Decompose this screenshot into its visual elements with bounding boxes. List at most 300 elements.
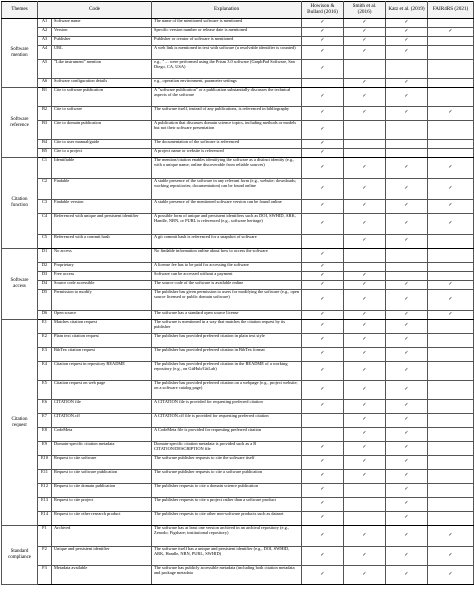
howison-check-cell	[302, 79, 344, 88]
coding-scheme-table	[1, 1, 474, 585]
fair4rs-check-cell	[428, 249, 474, 263]
checkmark-icon: ✓	[320, 351, 325, 357]
code-id-cell: A4	[38, 46, 52, 60]
code-id-cell: D3	[38, 272, 52, 281]
code-id-cell: B5	[38, 149, 52, 158]
katz-check-cell	[386, 263, 428, 272]
code-id-cell: E2	[38, 334, 52, 348]
fair4rs-check-cell	[428, 235, 474, 249]
checkmark-icon: ✓	[404, 386, 409, 392]
checkmark-icon: ✓	[362, 337, 367, 343]
table-row	[2, 249, 474, 263]
katz-check-cell	[386, 290, 428, 311]
code-id-cell: B4	[38, 140, 52, 149]
smith-check-cell	[344, 334, 386, 348]
code-name-cell: Request to cite software publication	[52, 470, 152, 484]
code-id-cell: D2	[38, 263, 52, 272]
checkmark-icon: ✓	[320, 323, 325, 329]
table-row	[2, 235, 474, 249]
checkmark-icon: ✓	[404, 431, 409, 437]
explanation-cell: The publisher has given permission to users for modifying the software (e.g., open source licensed or public domain software)	[152, 290, 302, 311]
katz-check-cell	[386, 470, 428, 484]
table-row	[2, 362, 474, 381]
explanation-cell: A possible form of unique and persistent identifiers such as DOI, SWHID, ARK, Handle, NBN, or PURL is referenced (e.g., software heritage)	[152, 214, 302, 235]
table-row	[2, 107, 474, 121]
checkmark-icon: ✓	[362, 323, 367, 329]
howison-check-cell	[302, 121, 344, 140]
smith-check-cell	[344, 442, 386, 456]
katz-check-cell	[386, 400, 428, 414]
katz-check-cell	[386, 512, 428, 526]
howison-check-cell	[302, 484, 344, 498]
table-row	[2, 348, 474, 362]
katz-check-cell	[386, 566, 428, 585]
fair4rs-check-cell	[428, 263, 474, 272]
code-id-cell: C2	[38, 179, 52, 200]
fair4rs-check-cell	[428, 400, 474, 414]
table-row	[2, 272, 474, 281]
katz-check-cell	[386, 272, 428, 281]
howison-check-cell	[302, 381, 344, 400]
code-name-cell: Matches citation request	[52, 320, 152, 334]
fair4rs-check-cell	[428, 121, 474, 140]
checkmark-icon: ✓	[320, 571, 325, 577]
code-id-cell: E1	[38, 320, 52, 334]
code-name-cell: URL	[52, 46, 152, 60]
howison-check-cell	[302, 311, 344, 320]
explanation-cell: A CodeMeta file is provided for requesting preferred citation	[152, 428, 302, 442]
header-smith: Smith et al. (2016)	[344, 2, 386, 19]
katz-check-cell	[386, 498, 428, 512]
checkmark-icon: ✓	[362, 367, 367, 373]
checkmark-icon: ✓	[448, 203, 453, 209]
table-row	[2, 281, 474, 290]
checkmark-icon: ✓	[404, 403, 409, 409]
checkmark-icon: ✓	[404, 93, 409, 99]
table-row	[2, 37, 474, 46]
howison-check-cell	[302, 88, 344, 107]
checkmark-icon: ✓	[404, 445, 409, 451]
checkmark-icon: ✓	[404, 351, 409, 357]
howison-check-cell	[302, 200, 344, 214]
howison-check-cell	[302, 566, 344, 585]
checkmark-icon: ✓	[448, 552, 453, 558]
code-id-cell: E5	[38, 381, 52, 400]
table-row	[2, 320, 474, 334]
checkmark-icon: ✓	[320, 337, 325, 343]
document-page	[1, 1, 473, 585]
howison-check-cell	[302, 140, 344, 149]
checkmark-icon: ✓	[404, 238, 409, 244]
explanation-cell: A stable presence of the mentioned software version can be found online	[152, 200, 302, 214]
checkmark-icon: ✓	[362, 445, 367, 451]
explanation-cell: The publisher has provided preferred citation in BibTex format	[152, 348, 302, 362]
theme-cell: Software access	[2, 249, 38, 320]
smith-check-cell	[344, 428, 386, 442]
code-id-cell: E12	[38, 484, 52, 498]
code-name-cell: Proprietary	[52, 263, 152, 272]
explanation-cell: A stable presence of the software in any relevant form (e.g., website; downloads; working repositories; documentation) can be found online	[152, 179, 302, 200]
table-row	[2, 263, 474, 272]
table-row	[2, 498, 474, 512]
checkmark-icon: ✓	[320, 93, 325, 99]
checkmark-icon: ✓	[404, 28, 409, 34]
explanation-cell: The software has a standard open source license	[152, 311, 302, 320]
checkmark-icon: ✓	[448, 185, 453, 191]
code-id-cell: D1	[38, 249, 52, 263]
checkmark-icon: ✓	[362, 532, 367, 538]
code-id-cell: E13	[38, 498, 52, 512]
code-id-cell: E6	[38, 400, 52, 414]
fair4rs-check-cell	[428, 362, 474, 381]
katz-check-cell	[386, 456, 428, 470]
checkmark-icon: ✓	[448, 296, 453, 302]
smith-check-cell	[344, 140, 386, 149]
code-id-cell: E11	[38, 470, 52, 484]
table-row	[2, 381, 474, 400]
checkmark-icon: ✓	[362, 552, 367, 558]
checkmark-icon: ✓	[404, 487, 409, 493]
katz-check-cell	[386, 320, 428, 334]
smith-check-cell	[344, 88, 386, 107]
checkmark-icon: ✓	[362, 386, 367, 392]
howison-check-cell	[302, 547, 344, 566]
howison-check-cell	[302, 149, 344, 158]
explanation-cell: No findable information online about how to access the software	[152, 249, 302, 263]
checkmark-icon: ✓	[404, 571, 409, 577]
katz-check-cell	[386, 334, 428, 348]
explanation-cell: The source code of the software is available online	[152, 281, 302, 290]
checkmark-icon: ✓	[448, 164, 453, 170]
katz-check-cell	[386, 200, 428, 214]
fair4rs-check-cell	[428, 428, 474, 442]
smith-check-cell	[344, 470, 386, 484]
code-id-cell: D4	[38, 281, 52, 290]
table-row	[2, 149, 474, 158]
howison-check-cell	[302, 37, 344, 46]
table-row	[2, 428, 474, 442]
howison-check-cell	[302, 362, 344, 381]
explanation-cell: The publisher has provided preferred citation in plain text style	[152, 334, 302, 348]
smith-check-cell	[344, 37, 386, 46]
smith-check-cell	[344, 200, 386, 214]
smith-check-cell	[344, 149, 386, 158]
howison-check-cell	[302, 281, 344, 290]
code-id-cell: D5	[38, 290, 52, 311]
smith-check-cell	[344, 263, 386, 272]
katz-check-cell	[386, 46, 428, 60]
checkmark-icon: ✓	[404, 296, 409, 302]
header-katz: Katz et al. (2019)	[386, 2, 428, 19]
howison-check-cell	[302, 46, 344, 60]
katz-check-cell	[386, 107, 428, 121]
smith-check-cell	[344, 290, 386, 311]
explanation-cell: e.g., operation environment, parameter settings	[152, 79, 302, 88]
checkmark-icon: ✓	[404, 185, 409, 191]
smith-check-cell	[344, 512, 386, 526]
katz-check-cell	[386, 547, 428, 566]
code-name-cell: Permission to modify	[52, 290, 152, 311]
checkmark-icon: ✓	[404, 552, 409, 558]
code-id-cell: A6	[38, 79, 52, 88]
explanation-cell: Publisher or creator of software is mentioned	[152, 37, 302, 46]
table-body	[2, 19, 474, 585]
code-id-cell: E7	[38, 414, 52, 428]
table-row	[2, 179, 474, 200]
checkmark-icon: ✓	[320, 367, 325, 373]
checkmark-icon: ✓	[320, 296, 325, 302]
smith-check-cell	[344, 121, 386, 140]
fair4rs-check-cell	[428, 290, 474, 311]
checkmark-icon: ✓	[362, 351, 367, 357]
smith-check-cell	[344, 158, 386, 179]
code-id-cell: A2	[38, 28, 52, 37]
katz-check-cell	[386, 526, 428, 547]
howison-check-cell	[302, 512, 344, 526]
table-row	[2, 121, 474, 140]
checkmark-icon: ✓	[320, 532, 325, 538]
checkmark-icon: ✓	[448, 220, 453, 226]
checkmark-icon: ✓	[448, 110, 453, 116]
table-row	[2, 512, 474, 526]
header-themes: Themes	[2, 2, 38, 19]
code-name-cell: Request to cite software	[52, 456, 152, 470]
smith-check-cell	[344, 400, 386, 414]
explanation-cell: The software itself, instead of any publications, is referenced in bibliography	[152, 107, 302, 121]
howison-check-cell	[302, 272, 344, 281]
checkmark-icon: ✓	[320, 49, 325, 55]
code-name-cell: Cite to software	[52, 107, 152, 121]
checkmark-icon: ✓	[362, 311, 367, 317]
code-id-cell: E10	[38, 456, 52, 470]
checkmark-icon: ✓	[362, 93, 367, 99]
code-name-cell: Referenced with a commit hash	[52, 235, 152, 249]
checkmark-icon: ✓	[404, 515, 409, 521]
checkmark-icon: ✓	[362, 571, 367, 577]
katz-check-cell	[386, 281, 428, 290]
katz-check-cell	[386, 414, 428, 428]
code-id-cell: F3	[38, 566, 52, 585]
table-row	[2, 214, 474, 235]
explanation-cell: The software itself has a unique and persistent identifier (e.g., DOI, SWHID, ARK, Handle, NBN, PURL, SWHID)	[152, 547, 302, 566]
table-row	[2, 414, 474, 428]
katz-check-cell	[386, 362, 428, 381]
table-row	[2, 547, 474, 566]
table-row	[2, 456, 474, 470]
explanation-cell: The publisher requests to cite a domain science publication	[152, 484, 302, 498]
fair4rs-check-cell	[428, 19, 474, 28]
smith-check-cell	[344, 19, 386, 28]
howison-check-cell	[302, 158, 344, 179]
theme-cell: Software mention	[2, 19, 38, 88]
katz-check-cell	[386, 442, 428, 456]
code-id-cell: B2	[38, 107, 52, 121]
fair4rs-check-cell	[428, 179, 474, 200]
katz-check-cell	[386, 158, 428, 179]
explanation-cell: Software can be accessed without a payment	[152, 272, 302, 281]
explanation-cell: A CITATION file is provided for requesting preferred citation	[152, 400, 302, 414]
smith-check-cell	[344, 414, 386, 428]
table-row	[2, 46, 474, 60]
code-name-cell: Software name	[52, 19, 152, 28]
explanation-cell: Domain-specific citation metadata is provided such as a R CITATION/DESCRIPTION file	[152, 442, 302, 456]
code-name-cell: Citation request on web page	[52, 381, 152, 400]
howison-check-cell	[302, 60, 344, 79]
checkmark-icon: ✓	[320, 252, 325, 258]
explanation-cell: The software has at least one version archived in an archival repository (e.g., Zenodo; Figshare; institutional repository)	[152, 526, 302, 547]
code-id-cell: A1	[38, 19, 52, 28]
howison-check-cell	[302, 249, 344, 263]
code-name-cell: Unique and persistent identifier	[52, 547, 152, 566]
howison-check-cell	[302, 470, 344, 484]
checkmark-icon: ✓	[320, 185, 325, 191]
fair4rs-check-cell	[428, 140, 474, 149]
table-header-row	[2, 2, 474, 19]
smith-check-cell	[344, 456, 386, 470]
explanation-cell: A project name or website is referenced	[152, 149, 302, 158]
smith-check-cell	[344, 235, 386, 249]
smith-check-cell	[344, 107, 386, 121]
fair4rs-check-cell	[428, 484, 474, 498]
howison-check-cell	[302, 19, 344, 28]
code-id-cell: B3	[38, 121, 52, 140]
checkmark-icon: ✓	[404, 337, 409, 343]
smith-check-cell	[344, 281, 386, 290]
code-id-cell: A3	[38, 37, 52, 46]
checkmark-icon: ✓	[362, 28, 367, 34]
howison-check-cell	[302, 28, 344, 37]
code-id-cell: F2	[38, 547, 52, 566]
header-code: Code	[38, 2, 152, 19]
fair4rs-check-cell	[428, 149, 474, 158]
checkmark-icon: ✓	[448, 571, 453, 577]
code-name-cell: No access	[52, 249, 152, 263]
code-id-cell: B1	[38, 88, 52, 107]
katz-check-cell	[386, 348, 428, 362]
header-howison: Howison & Bullard (2016)	[302, 2, 344, 19]
code-name-cell: Cite to user manual/guide	[52, 140, 152, 149]
checkmark-icon: ✓	[320, 28, 325, 34]
katz-check-cell	[386, 121, 428, 140]
katz-check-cell	[386, 28, 428, 37]
checkmark-icon: ✓	[404, 311, 409, 317]
checkmark-icon: ✓	[320, 203, 325, 209]
fair4rs-check-cell	[428, 311, 474, 320]
howison-check-cell	[302, 263, 344, 272]
explanation-cell: The documentation of the software is referenced	[152, 140, 302, 149]
explanation-cell: The publisher requests to cite other non-software products such as dataset	[152, 512, 302, 526]
code-name-cell: Citation request in repository README	[52, 362, 152, 381]
fair4rs-check-cell	[428, 381, 474, 400]
checkmark-icon: ✓	[362, 431, 367, 437]
katz-check-cell	[386, 60, 428, 79]
explanation-cell: A publication that discusses domain science topics, including methods or models but not their software presentation	[152, 121, 302, 140]
code-id-cell: E3	[38, 348, 52, 362]
fair4rs-check-cell	[428, 46, 474, 60]
checkmark-icon: ✓	[448, 281, 453, 287]
checkmark-icon: ✓	[320, 445, 325, 451]
explanation-cell: A CITATION.cff file is provided for requesting preferred citation	[152, 414, 302, 428]
checkmark-icon: ✓	[320, 552, 325, 558]
smith-check-cell	[344, 28, 386, 37]
katz-check-cell	[386, 88, 428, 107]
table-row	[2, 334, 474, 348]
checkmark-icon: ✓	[362, 110, 367, 116]
table-row	[2, 60, 474, 79]
checkmark-icon: ✓	[320, 220, 325, 226]
smith-check-cell	[344, 311, 386, 320]
code-name-cell: Request to cite other research product	[52, 512, 152, 526]
checkmark-icon: ✓	[404, 281, 409, 287]
fair4rs-check-cell	[428, 37, 474, 46]
smith-check-cell	[344, 60, 386, 79]
code-id-cell: E14	[38, 512, 52, 526]
smith-check-cell	[344, 484, 386, 498]
checkmark-icon: ✓	[404, 19, 409, 25]
checkmark-icon: ✓	[404, 532, 409, 538]
howison-check-cell	[302, 320, 344, 334]
code-name-cell: Cite to software publication	[52, 88, 152, 107]
code-name-cell: Source code accessible	[52, 281, 152, 290]
code-name-cell: Findable	[52, 179, 152, 200]
code-name-cell: Free access	[52, 272, 152, 281]
checkmark-icon: ✓	[362, 19, 367, 25]
checkmark-icon: ✓	[404, 110, 409, 116]
checkmark-icon: ✓	[320, 149, 325, 155]
howison-check-cell	[302, 498, 344, 512]
checkmark-icon: ✓	[404, 79, 409, 85]
table-row	[2, 290, 474, 311]
fair4rs-check-cell	[428, 272, 474, 281]
checkmark-icon: ✓	[320, 110, 325, 116]
table-row	[2, 200, 474, 214]
fair4rs-check-cell	[428, 281, 474, 290]
code-id-cell: C5	[38, 235, 52, 249]
code-name-cell: Request to cite domain publication	[52, 484, 152, 498]
howison-check-cell	[302, 334, 344, 348]
code-name-cell: BibTex citation request	[52, 348, 152, 362]
code-name-cell: CITATION file	[52, 400, 152, 414]
code-id-cell: C3	[38, 200, 52, 214]
katz-check-cell	[386, 484, 428, 498]
katz-check-cell	[386, 37, 428, 46]
howison-check-cell	[302, 290, 344, 311]
howison-check-cell	[302, 214, 344, 235]
howison-check-cell	[302, 414, 344, 428]
explanation-cell: Specific version number or release date is mentioned	[152, 28, 302, 37]
table-row	[2, 470, 474, 484]
table-row	[2, 442, 474, 456]
fair4rs-check-cell	[428, 470, 474, 484]
checkmark-icon: ✓	[362, 37, 367, 43]
checkmark-icon: ✓	[362, 185, 367, 191]
katz-check-cell	[386, 381, 428, 400]
table-row	[2, 311, 474, 320]
code-id-cell: E4	[38, 362, 52, 381]
checkmark-icon: ✓	[404, 49, 409, 55]
checkmark-icon: ✓	[404, 417, 409, 423]
table-row	[2, 566, 474, 585]
checkmark-icon: ✓	[362, 417, 367, 423]
checkmark-icon: ✓	[362, 220, 367, 226]
checkmark-icon: ✓	[320, 263, 325, 269]
katz-check-cell	[386, 19, 428, 28]
checkmark-icon: ✓	[320, 126, 325, 132]
smith-check-cell	[344, 362, 386, 381]
fair4rs-check-cell	[428, 526, 474, 547]
code-id-cell: C1	[38, 158, 52, 179]
katz-check-cell	[386, 235, 428, 249]
